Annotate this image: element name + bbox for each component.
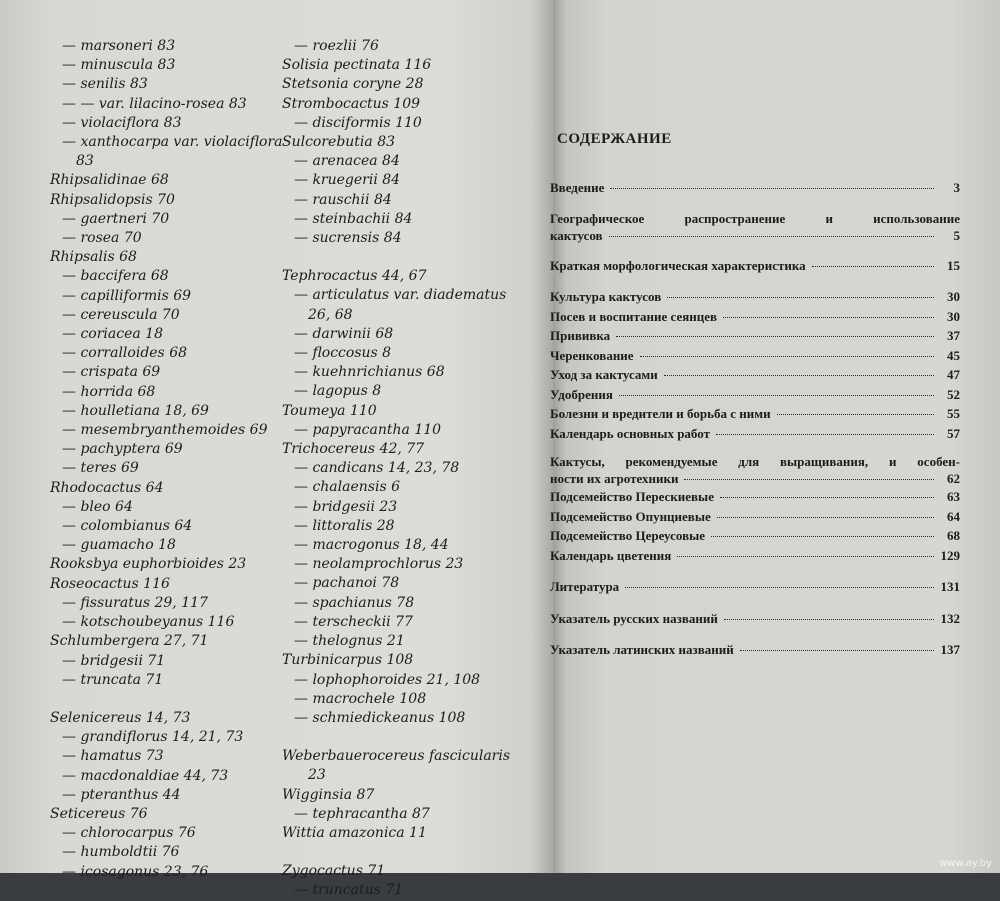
toc-entry (550, 609, 960, 629)
toc-page-number: 55 (947, 406, 960, 421)
index-entry: — mesembryanthemoides 69 (62, 422, 268, 439)
toc-page-number: 5 (953, 227, 960, 243)
toc-entry-label: Указатель русских названий (550, 610, 718, 626)
toc-entry (550, 546, 960, 566)
toc-gap (550, 198, 960, 210)
index-entry: — rauschii 84 (294, 191, 392, 208)
index-entry: — kuehnrichianus 68 (294, 364, 445, 381)
toc-entry (550, 210, 960, 244)
toc-entry-label: Удобрения (550, 386, 613, 402)
toc-page-number: 131 (940, 579, 960, 594)
toc-page-number: 15 (947, 257, 960, 273)
index-entry: — hamatus 73 (62, 748, 164, 765)
index-genus-entry: Turbinicarpus 108 (282, 652, 414, 669)
index-entry: — lagopus 8 (294, 383, 382, 400)
toc-dot-leader (812, 266, 934, 267)
index-gap (282, 843, 532, 862)
table-of-contents (550, 178, 960, 660)
toc-entry (550, 487, 960, 507)
index-entry: — lophophoroides 21, 108 (294, 671, 481, 688)
index-entry: — violaciflora 83 (62, 114, 182, 131)
toc-entry (550, 526, 960, 546)
toc-dot-leader (711, 536, 934, 537)
toc-entry-label: Болезни и вредители и борьба с ними (550, 406, 771, 421)
toc-dot-leader (640, 356, 934, 357)
toc-page-number: 132 (940, 610, 960, 626)
toc-entry (550, 385, 960, 405)
toc-entry (550, 424, 960, 444)
index-genus-entry: Rooksbya euphorbioides 23 (50, 556, 247, 573)
index-gap (50, 690, 300, 709)
index-entry: — darwinii 68 (294, 325, 394, 342)
index-entry: — marsoneri 83 (62, 38, 176, 54)
index-genus-entry: Rhodocactus 64 (50, 479, 164, 496)
index-entry: — chlorocarpus 76 (62, 825, 196, 842)
watermark: www.ay.by (939, 858, 992, 869)
index-entry: — xanthocarpa var. violaciflora (62, 134, 283, 151)
index-genus-entry: Weberbauerocereus fascicularis (282, 748, 511, 765)
toc-entry (550, 256, 960, 276)
toc-dot-leader (724, 619, 934, 620)
toc-page-number: 30 (947, 289, 960, 304)
index-entry: — chalaensis 6 (294, 479, 400, 496)
toc-entry (550, 365, 960, 385)
toc-page-number: 62 (947, 471, 960, 486)
toc-dot-leader (610, 188, 934, 189)
index-genus-entry: Rhipsalidinae 68 (50, 172, 169, 189)
toc-entry (550, 404, 960, 424)
index-entry: 23 (308, 767, 326, 784)
toc-dot-leader (625, 587, 934, 588)
toc-entry (550, 307, 960, 327)
index-entry: — minuscula 83 (62, 57, 176, 74)
index-entry: — disciformis 110 (294, 114, 422, 131)
index-entry: — icosagonus 23, 76 (62, 863, 209, 880)
index-genus-entry: Toumeya 110 (282, 402, 377, 419)
index-entry: — articulatus var. diadematus (294, 287, 507, 304)
index-entry: — macrochele 108 (294, 690, 427, 707)
toc-entry (550, 326, 960, 346)
toc-entry (550, 178, 960, 198)
toc-page-number: 129 (940, 547, 960, 563)
index-entry: — tephracantha 87 (294, 805, 430, 822)
contents-title: СОДЕРЖАНИЕ (557, 131, 672, 147)
toc-entry-label: Календарь основных работ (550, 425, 710, 441)
index-entry: — teres 69 (62, 460, 139, 477)
index-entry: — pachyptera 69 (62, 441, 183, 458)
toc-entry (550, 453, 960, 487)
toc-entry-label: Подсемейство Цереусовые (550, 528, 706, 543)
toc-page-number: 52 (947, 386, 960, 402)
index-entry: — arenacea 84 (294, 153, 400, 170)
index-genus-entry: Sulcorebutia 83 (282, 134, 396, 151)
index-entry: — bridgesii 71 (62, 652, 166, 669)
index-entry: 26, 68 (308, 306, 353, 323)
index-entry: — floccosus 8 (294, 345, 392, 362)
index-entry: — thelognus 21 (294, 633, 405, 650)
index-entry: — truncata 71 (62, 671, 164, 688)
index-entry: — colombianus 64 (62, 518, 193, 535)
toc-dot-leader (716, 434, 934, 435)
index-genus-entry: Roseocactus 116 (50, 575, 170, 592)
toc-page-number: 3 (953, 180, 960, 195)
toc-dot-leader (667, 297, 934, 298)
index-entry: — truncatus 71 (294, 882, 404, 899)
toc-entry-label: Прививка (550, 328, 611, 343)
index-entry: — roezlii 76 (294, 38, 379, 54)
index-entry: — senilis 83 (62, 76, 148, 93)
index-entry: — — var. lilacino-rosea 83 (62, 95, 247, 112)
index-entry: — schmiedickeanus 108 (294, 709, 466, 726)
index-entry: — kruegerii 84 (294, 172, 401, 189)
toc-entry-label: Посев и воспитание сеянцев (550, 308, 718, 324)
index-entry: — macdonaldiae 44, 73 (62, 767, 229, 784)
toc-gap (550, 443, 960, 453)
index-entry: — rosea 70 (62, 230, 142, 247)
toc-entry-label: Краткая морфологическая характеристика (550, 257, 806, 273)
index-entry: — guamacho 18 (62, 537, 176, 554)
index-entry: — humboldtii 76 (62, 844, 180, 861)
index-entry: — kotschoubeyanus 116 (62, 614, 235, 631)
index-entry: — candicans 14, 23, 78 (294, 460, 460, 477)
index-entry: — pteranthus 44 (62, 786, 181, 803)
toc-dot-leader (664, 375, 934, 376)
index-genus-entry: Strombocactus 109 (282, 95, 421, 112)
toc-page-number: 64 (947, 508, 960, 524)
toc-dot-leader (684, 479, 934, 480)
toc-dot-leader (677, 556, 934, 557)
index-column-a (50, 37, 300, 882)
index-genus-entry: Wigginsia 87 (282, 786, 375, 803)
toc-gap (550, 275, 960, 287)
index-entry: — pachanoi 78 (294, 575, 400, 592)
index-genus-entry: Trichocereus 42, 77 (282, 441, 425, 458)
toc-entry-label: Календарь цветения (550, 547, 672, 563)
index-gap (282, 248, 532, 267)
index-entry: — neolamprochlorus 23 (294, 556, 464, 573)
index-gap (282, 728, 532, 747)
toc-page-number: 37 (947, 328, 960, 343)
toc-gap (550, 597, 960, 609)
toc-dot-leader (777, 414, 934, 415)
toc-entry (550, 346, 960, 366)
toc-entry-label: Географическое распространение и использование (550, 210, 960, 226)
toc-dot-leader (740, 650, 934, 651)
toc-entry-label: Черенкование (550, 347, 634, 363)
index-entry: — houlletiana 18, 69 (62, 402, 209, 419)
index-entry: — sucrensis 84 (294, 230, 402, 247)
index-entry: — horrida 68 (62, 383, 156, 400)
toc-dot-leader (723, 317, 934, 318)
index-entry: — cereuscula 70 (62, 306, 180, 323)
toc-page-number: 68 (947, 528, 960, 543)
toc-page-number: 137 (940, 642, 960, 657)
toc-gap (550, 628, 960, 640)
index-entry: — bridgesii 23 (294, 498, 398, 515)
index-genus-entry: Setiсereus 76 (50, 805, 148, 822)
index-entry: — terscheckii 77 (294, 613, 413, 630)
index-column-b (282, 37, 532, 901)
toc-gap (550, 244, 960, 256)
index-entry: — grandiflorus 14, 21, 73 (62, 729, 244, 746)
index-entry: — papyracantha 110 (294, 421, 442, 438)
toc-entry-label: Введение (550, 180, 605, 195)
toc-page-number: 57 (947, 425, 960, 441)
toc-entry-label-cont: кактусов (550, 227, 603, 243)
toc-dot-leader (619, 395, 934, 396)
index-entry: 83 (76, 153, 94, 170)
index-genus-entry: Schlumbergera 27, 71 (50, 633, 209, 650)
index-genus-entry: Solisia pectinata 116 (282, 57, 432, 74)
toc-page-number: 45 (947, 347, 960, 363)
index-genus-entry: Zygocactus 71 (282, 863, 386, 880)
toc-entry-label: Культура кактусов (550, 289, 662, 304)
index-genus-entry: Stetsonia coryne 28 (282, 76, 424, 93)
index-genus-entry: Rhipsalis 68 (50, 249, 137, 266)
toc-entry-label: Литература (550, 579, 620, 594)
index-entry: — macrogonus 18, 44 (294, 537, 449, 554)
toc-entry (550, 287, 960, 307)
index-entry: — bleo 64 (62, 498, 133, 515)
index-entry: — littoralis 28 (294, 517, 395, 534)
toc-dot-leader (609, 236, 934, 237)
toc-entry-label: Уход за кактусами (550, 367, 658, 382)
index-entry: — gaertneri 70 (62, 210, 170, 227)
toc-entry (550, 577, 960, 597)
index-genus-entry: Rhipsalidopsis 70 (50, 191, 175, 208)
toc-dot-leader (616, 336, 934, 337)
index-entry: — crispata 69 (62, 364, 161, 381)
index-entry: — corralloides 68 (62, 345, 188, 362)
index-entry: — steinbachii 84 (294, 210, 413, 227)
index-entry: — spachianus 78 (294, 594, 415, 611)
toc-entry-label: Кактусы, рекомендуемые для выращивания, и особен- (550, 454, 960, 469)
index-genus-entry: Wittia amazonica 11 (282, 824, 427, 841)
index-genus-entry: Tephrocactus 44, 67 (282, 268, 427, 285)
index-entry: — coriacea 18 (62, 326, 163, 343)
toc-page-number: 63 (947, 489, 960, 504)
index-entry: — baccifera 68 (62, 268, 169, 285)
toc-entry-label: Подсемейство Опунциевые (550, 508, 711, 524)
index-genus-entry: Selenicereus 14, 73 (50, 709, 191, 726)
toc-dot-leader (720, 497, 934, 498)
toc-entry (550, 507, 960, 527)
toc-dot-leader (717, 517, 934, 518)
toc-entry (550, 640, 960, 660)
toc-entry-label: Подсемейство Перескиевые (550, 489, 714, 504)
index-entry: — fissuratus 29, 117 (62, 594, 208, 611)
toc-page-number: 30 (947, 308, 960, 324)
toc-entry-label: Указатель латинских названий (550, 642, 734, 657)
toc-page-number: 47 (947, 367, 960, 382)
toc-gap (550, 565, 960, 577)
toc-entry-label-cont: ности их агротехники (550, 471, 679, 486)
index-entry: — capilliformis 69 (62, 287, 192, 304)
